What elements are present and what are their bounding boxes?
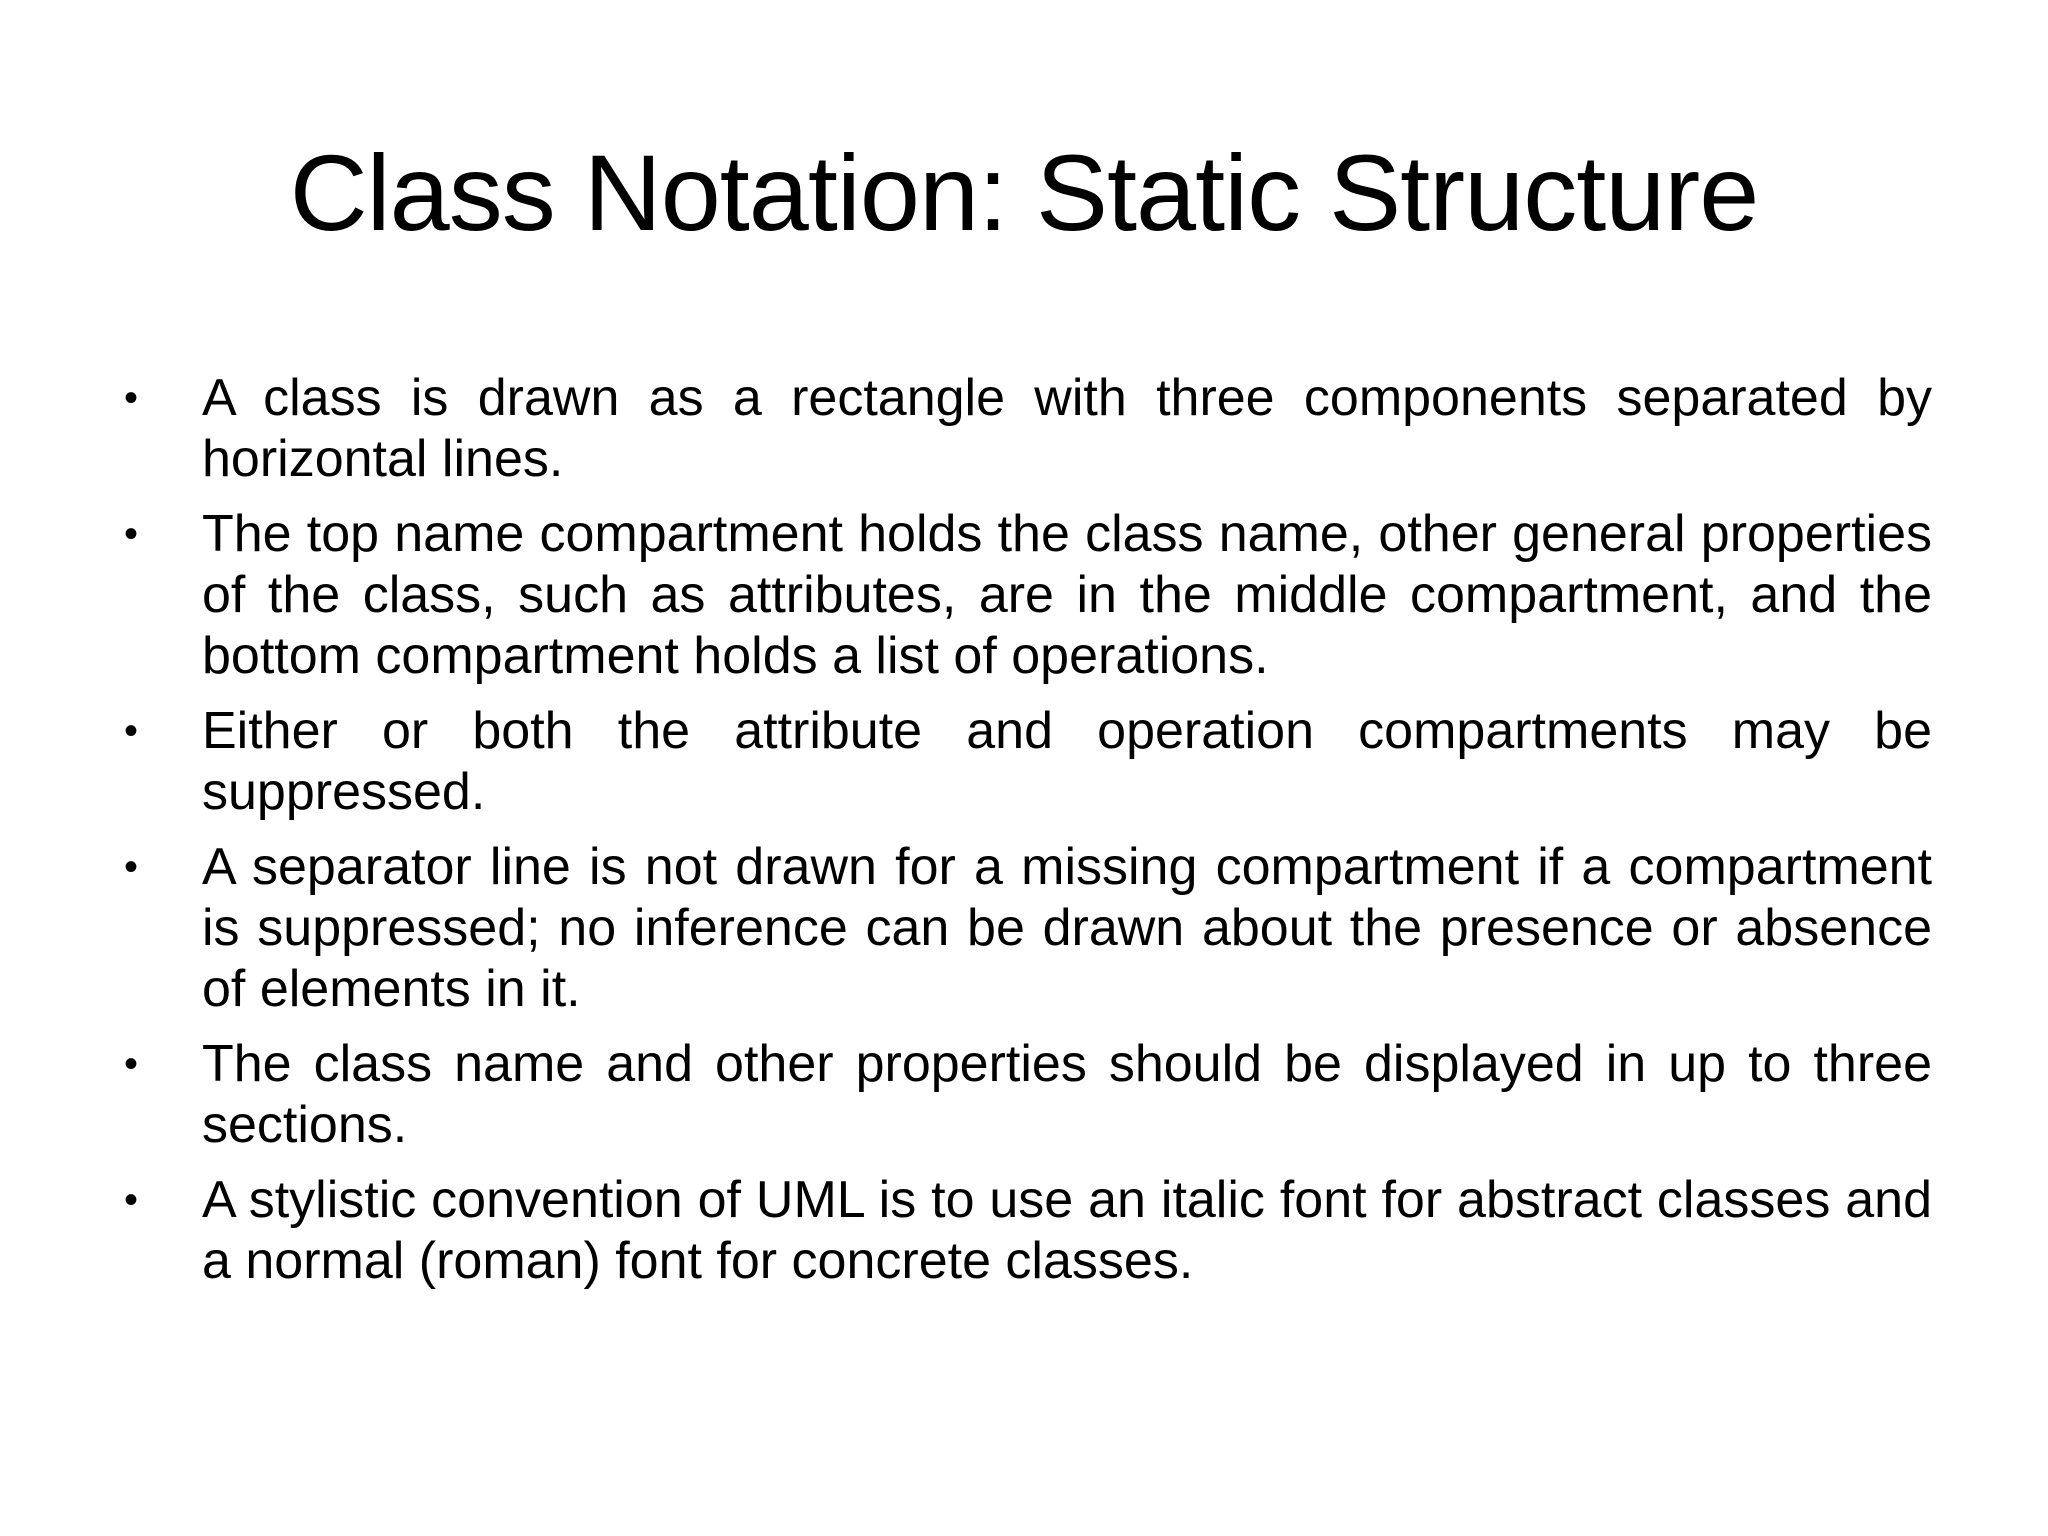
bullet-text: The class name and other properties should be displayed in up to three sections.: [202, 1035, 1932, 1154]
bullet-item: [120, 701, 1932, 823]
bullet-item: [120, 837, 1932, 1020]
bullet-item: [120, 1170, 1932, 1292]
bullet-text: A class is drawn as a rectangle with three components separated by horizontal lines.: [202, 369, 1932, 488]
bullet-item: [120, 1034, 1932, 1156]
bullet-item: [120, 504, 1932, 687]
slide-title: Class Notation: Static Structure: [289, 132, 1759, 253]
bullet-text: Either or both the attribute and operation compartments may be suppressed.: [202, 702, 1932, 821]
bullet-icon: •: [124, 709, 139, 753]
bullet-icon: •: [124, 376, 139, 420]
bullet-text: A stylistic convention of UML is to use an italic font for abstract classes and a normal (roman) font for concrete classes.: [202, 1171, 1932, 1290]
bullet-text: A separator line is not drawn for a missing compartment if a compartment is suppressed; no inference can be drawn about the presence or absence of elements in it.: [202, 838, 1932, 1018]
bullet-icon: •: [124, 845, 139, 889]
bullet-text: The top name compartment holds the class name, other general properties of the class, such as attributes, are in the middle compartment, and the bottom compartment holds a list of operations.: [202, 505, 1932, 685]
bullet-icon: •: [124, 1178, 139, 1222]
bullet-item: [120, 368, 1932, 490]
bullet-list: [120, 368, 1932, 1306]
bullet-icon: •: [124, 512, 139, 556]
bullet-icon: •: [124, 1042, 139, 1086]
